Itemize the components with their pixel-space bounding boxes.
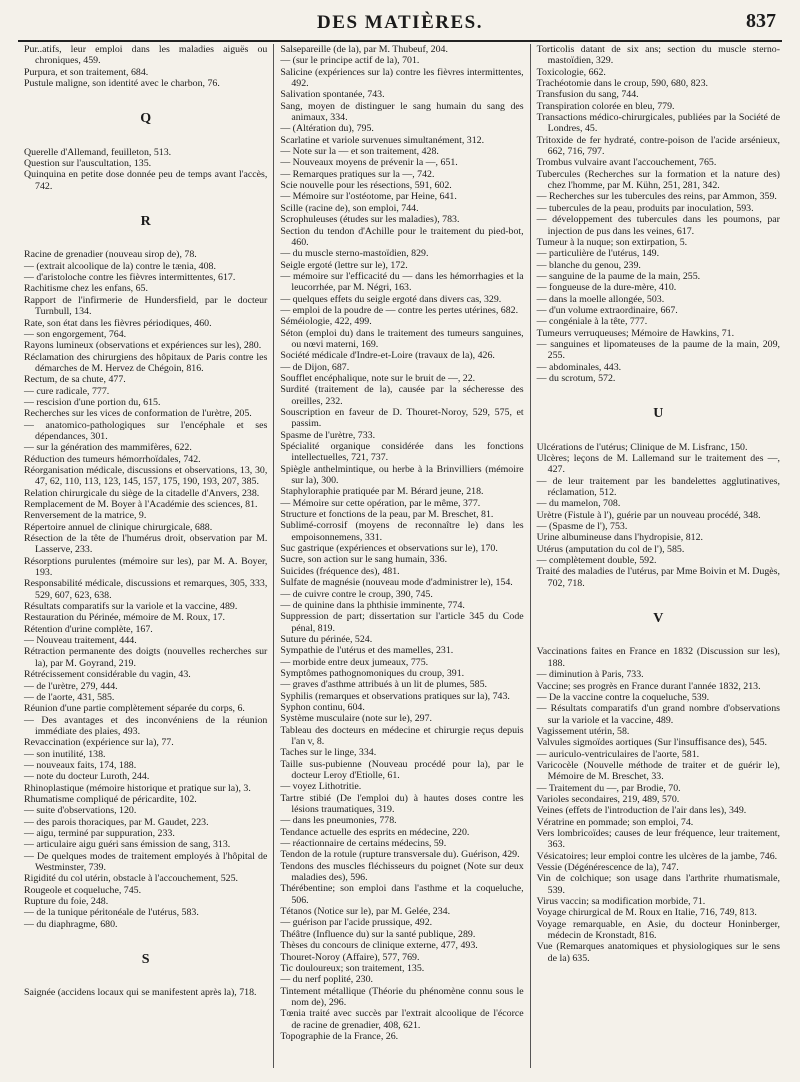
index-entry: — suite d'observations, 120. xyxy=(24,805,137,817)
index-entry: Résultats comparatifs sur la variole et la vaccine, 489. xyxy=(24,601,238,613)
section-letter: V xyxy=(653,611,664,627)
index-entry: Vaccinations faites en France en 1832 (Discussion sur les), 188. xyxy=(536,646,780,669)
index-entry: Trombus vulvaire avant l'accouchement, 765. xyxy=(536,157,717,169)
index-entry: — fongueuse de la dure-mère, 410. xyxy=(536,282,677,294)
index-entry: Thérébentine; son emploi dans l'asthme et la coqueluche, 506. xyxy=(280,883,524,906)
index-entry: Tendon de la rotule (rupture transversale du). Guérison, 429. xyxy=(280,849,520,861)
index-entry: Tumeur à la nuque; son extirpation, 5. xyxy=(536,236,688,248)
index-entry: Urètre (Fistule à l'), guérie par un nouveau procédé, 348. xyxy=(536,509,761,521)
index-entry: — Traitement du —, par Brodie, 70. xyxy=(536,782,681,794)
index-entry: Système musculaire (note sur le), 297. xyxy=(280,713,432,725)
index-entry: — blanche du genou, 239. xyxy=(536,259,641,271)
index-entry: — Mémoire sur cette opération, par le même, 377. xyxy=(280,497,481,509)
index-entry: Rectum, de sa chute, 477. xyxy=(24,374,126,386)
index-entry: Salsepareille (de la), par M. Thubeuf, 204. xyxy=(280,44,448,55)
index-entry: Rougeole et coqueluche, 745. xyxy=(24,884,142,896)
index-entry: Trachéotomie dans le croup, 590, 680, 823. xyxy=(536,78,708,90)
index-entry: — De la vaccine contre la coqueluche, 539. xyxy=(536,691,710,703)
index-entry: Taches sur le linge, 334. xyxy=(280,747,377,759)
index-entry: Revaccination (expérience sur la), 77. xyxy=(24,737,174,749)
index-entry: Tétanos (Notice sur le), par M. Gelée, 234. xyxy=(280,906,451,918)
index-entry: — (Spasme de l'), 753. xyxy=(536,521,628,533)
index-entry: Valvules sigmoïdes aortiques (Sur l'insuffisance des), 545. xyxy=(536,737,767,749)
index-entry: Seigle ergoté (lettre sur le), 172. xyxy=(280,259,408,271)
index-entry: Pur..atifs, leur emploi dans les maladies aiguës ou chroniques, 459. xyxy=(24,44,268,67)
index-entry: Voyage remarquable, en Asie, du docteur Honinberger, médecin de Kronstadt, 816. xyxy=(536,918,780,942)
index-entry: Virus vaccin; sa modification morbide, 71. xyxy=(536,896,706,908)
index-entry: — des parois thoraciques, par M. Gaudet, 223. xyxy=(24,816,209,828)
index-entry: Querelle d'Allemand, feuilleton, 513. xyxy=(24,146,172,158)
index-entry: — articulaire aigu guéri sans émission de sang, 313. xyxy=(24,839,231,851)
index-entry: Transactions médico-chirurgicales, publiées par la Société de Londres, 45. xyxy=(536,112,780,135)
index-entry: Réunion d'une partie complètement séparée du corps, 6. xyxy=(24,703,245,715)
index-entry: Société médicale d'Indre-et-Loire (travaux de la), 426. xyxy=(280,350,495,362)
index-entry: Quinquina en petite dose donnée peu de temps avant l'accès, 742. xyxy=(24,169,268,192)
index-entry: — diminution à Paris, 733. xyxy=(536,669,644,681)
section-letter: Q xyxy=(140,111,152,127)
index-entry: Rigidité du col utérin, obstacle à l'accouchement, 525. xyxy=(24,873,239,885)
index-entry: Urine albumineuse dans l'hydropisie, 812. xyxy=(536,532,703,544)
index-entry: — guérison par l'acide prussique, 492. xyxy=(280,917,433,929)
index-entry: Tintement métallique (Théorie du phénomène connu sous le nom de), 296. xyxy=(280,985,524,1008)
index-entry: — réactionnaire de certains médecins, 59. xyxy=(280,838,447,850)
index-entry: Torticolis datant de six ans; section du muscle sterno-mastoïdien, 329. xyxy=(536,44,780,67)
index-entry: Sang, moyen de distinguer le sang humain du sang des animaux, 334. xyxy=(280,100,524,124)
index-entry: — aigu, terminé par suppuration, 233. xyxy=(24,827,175,839)
index-entry: Section du tendon d'Achille pour le traitement du pied-bot, 460. xyxy=(280,225,524,248)
index-entry: — anatomico-pathologiques sur l'encéphale et ses dépendances, 301. xyxy=(24,419,268,442)
index-entry: Tumeurs verruqueuses; Mémoire de Hawkins, 71. xyxy=(536,327,735,339)
index-entry: — De quelques modes de traitement employés à l'hôpital de Westminster, 739. xyxy=(24,850,268,873)
index-entry: Remplacement de M. Boyer à l'Académie des sciences, 81. xyxy=(24,499,258,510)
index-entry: Scille (racine de), son emploi, 744. xyxy=(280,202,419,214)
index-entry: — sanguines et lipomateuses de la paume de la main, 209, 255. xyxy=(536,338,780,362)
index-entry: — son engorgement, 764. xyxy=(24,328,127,340)
index-entry: Salicine (expériences sur la) contre les fièvres intermittentes, 492. xyxy=(280,66,524,90)
index-entry: Recherches sur les vices de conformation de l'urètre, 205. xyxy=(24,408,252,420)
index-entry: Vessie (Dégénérescence de la), 747. xyxy=(536,862,679,873)
index-entry: — morbide entre deux jumeaux, 775. xyxy=(280,656,429,668)
index-entry: Tubercules (Recherches sur la formation et la nature des) chez l'homme, par M. Kühn, 251, 281, 342. xyxy=(536,168,780,192)
index-entry: — auriculo-ventriculaires de l'aorte, 581. xyxy=(536,748,700,760)
index-entry: Topographie de la France, 26. xyxy=(280,1030,399,1042)
index-entry: Sympathie de l'utérus et des mamelles, 231. xyxy=(280,645,454,657)
index-entry: — Note sur la — et son traitement, 428. xyxy=(280,146,439,158)
index-entry: Scrophuleuses (études sur les maladies), 783. xyxy=(280,214,460,226)
index-entry: Rhumatisme compliqué de péricardite, 102. xyxy=(24,793,197,805)
index-entry: Ulcères; leçons de M. Lallemand sur le traitement des —, 427. xyxy=(536,453,780,476)
index-entry: Surdité (traitement de la), causée par la sécheresse des oreilles, 232. xyxy=(280,384,524,407)
index-entry: Tritoxide de fer hydraté, contre-poison de l'acide arsénieux, 662, 716, 797. xyxy=(536,134,780,158)
index-entry: Rayons lumineux (observations et expériences sur les), 280. xyxy=(24,340,262,352)
index-entry: — du diaphragme, 680. xyxy=(24,918,118,930)
index-entry: Rétention d'urine complète, 167. xyxy=(24,623,153,635)
index-entry: — quelques effets du seigle ergoté dans divers cas, 329. xyxy=(280,293,502,305)
index-entry: — Remarques pratiques sur la —, 742. xyxy=(280,168,435,180)
index-entry: Toxicologie, 662. xyxy=(536,66,606,78)
page-number: 837 xyxy=(746,10,776,32)
index-entry: Utérus (amputation du col de l'), 585. xyxy=(536,543,685,555)
index-entry: — développement des tubercules dans les poumons, par injection de pus dans les veines, 617. xyxy=(536,214,780,237)
index-entry: Théâtre (Influence du) sur la santé publique, 289. xyxy=(280,928,476,940)
index-entry: Tartre stibié (De l'emploi du) à hautes doses contre les lésions traumatiques, 319. xyxy=(280,792,524,816)
index-entry: Varioles secondaires, 219, 489, 570. xyxy=(536,793,680,805)
index-entry: Staphyloraphie pratiquée par M. Bérard jeune, 218. xyxy=(280,486,484,498)
index-column-1 xyxy=(18,44,273,1068)
index-entry: Taille sus-pubienne (Nouveau procédé pour la), par le docteur Leroy d'Etiolle, 61. xyxy=(280,758,524,781)
index-entry: Traité des maladies de l'utérus, par Mme Boivin et M. Dugès, 702, 718. xyxy=(536,566,780,589)
index-entry: Vin de colchique; son usage dans l'arthrite rhumatismale, 539. xyxy=(536,873,780,896)
index-entry: Thouret-Noroy (Affaire), 577, 769. xyxy=(280,951,420,963)
index-entry: Rachitisme chez les enfans, 65. xyxy=(24,283,148,295)
index-entry: Spécialité organique considérée dans les fonctions intellectuelles, 721, 737. xyxy=(280,441,524,464)
index-entry: Vératrine en pommade; son emploi, 74. xyxy=(536,816,694,828)
index-entry: — sanguine de la paume de la main, 255. xyxy=(536,270,701,282)
index-entry: Tic douloureux; son traitement, 135. xyxy=(280,962,425,974)
index-entry: — emploi de la poudre de — contre les pertes utérines, 682. xyxy=(280,304,519,316)
index-entry: Spiègle anthelmintique, ou herbe à la Brinvilliers (mémoire sur la), 300. xyxy=(280,463,524,487)
index-entry: Sucre, son action sur le sang humain, 336. xyxy=(280,554,448,566)
section-letter: R xyxy=(140,214,151,230)
index-entry: Vaccine; ses progrès en France durant l'année 1832, 213. xyxy=(536,680,761,692)
index-entry: Souscription en faveur de D. Thouret-Noroy, 529, 575, et passim. xyxy=(280,407,524,430)
index-entry: Saignée (accidens locaux qui se manifestent après la), 718. xyxy=(24,987,257,999)
index-entry: Rupture du foie, 248. xyxy=(24,896,109,908)
index-entry: — du scrotum, 572. xyxy=(536,372,616,384)
index-entry: Salivation spontanée, 743. xyxy=(280,89,385,101)
index-entry: Rétraction permanente des doigts (nouvelles recherches sur la), par M. Goyrand, 219. xyxy=(24,646,268,669)
index-entry: Résorptions purulentes (mémoire sur les), par M. A. Boyer, 193. xyxy=(24,555,268,579)
index-column-2 xyxy=(273,44,529,1068)
index-entry: Rhinoplastique (mémoire historique et pratique sur la), 3. xyxy=(24,782,251,794)
index-entry: Transpiration colorée en bleu, 779. xyxy=(536,100,675,112)
index-entry: — note du docteur Luroth, 244. xyxy=(24,771,150,783)
index-entry: — (extrait alcoolique de la) contre le tænia, 408. xyxy=(24,260,216,272)
index-entry: Ulcérations de l'utérus; Clinique de M. Lisfranc, 150. xyxy=(536,441,748,453)
index-entry: Syphilis (remarques et observations pratiques sur la), 743. xyxy=(280,690,510,702)
index-entry: — du muscle sterno-mastoïdien, 829. xyxy=(280,248,429,260)
index-entry: Racine de grenadier (nouveau sirop de), 78. xyxy=(24,249,197,261)
index-entry: — son inutilité, 138. xyxy=(24,748,106,760)
index-entry: Syphon continu, 604. xyxy=(280,701,365,713)
index-entry: Purpura, et son traitement, 684. xyxy=(24,66,149,78)
index-entry: — graves d'asthme attribués à un lit de plumes, 585. xyxy=(280,679,487,691)
index-entry: — de leur traitement par les bandelettes agglutinatives, réclamation, 512. xyxy=(536,475,780,499)
index-entry: — d'un volume extraordinaire, 667. xyxy=(536,304,678,316)
index-entry: — Des avantages et des inconvéniens de la réunion immédiate des plaies, 493. xyxy=(24,714,268,737)
section-letter: U xyxy=(653,406,664,422)
index-entry: Séméiologie, 422, 499. xyxy=(280,316,372,328)
index-entry: — de cuivre contre le croup, 390, 745. xyxy=(280,588,433,600)
index-entry: — tubercules de la peau, produits par inoculation, 593. xyxy=(536,202,754,214)
index-entry: Responsabilité médicale, discussions et remarques, 305, 333, 529, 607, 623, 638. xyxy=(24,578,268,601)
index-entry: Veines (effets de l'introduction de l'air dans les), 349. xyxy=(536,805,747,817)
index-entry: Scarlatine et variole survenues simultanément, 312. xyxy=(280,134,485,146)
index-entry: Spasme de l'urètre, 733. xyxy=(280,429,376,441)
index-entry: — de l'aorte, 431, 585. xyxy=(24,691,115,703)
index-entry: Résection de la tête de l'humérus droit, observation par M. Lasserve, 233. xyxy=(24,533,268,556)
index-entry: — Résultats comparatifs d'un grand nombre d'observations sur la variole et la vaccine, 489. xyxy=(536,703,780,726)
index-entry: Tendance actuelle des esprits en médecine, 220. xyxy=(280,826,470,838)
index-entry: — Recherches sur les tubercules des reins, par Ammon, 359. xyxy=(536,191,777,203)
index-entry: — de l'urètre, 279, 444. xyxy=(24,680,118,692)
index-entry: Suppression de part; dissertation sur l'article 345 du Code pénal, 819. xyxy=(280,611,524,634)
index-entry: Suc gastrique (expériences et observations sur le), 170. xyxy=(280,543,498,555)
page-header xyxy=(18,8,782,42)
index-entry: Rate, son état dans les fièvres périodiques, 460. xyxy=(24,317,212,329)
index-entry: — de quinine dans la phthisie imminente, 774. xyxy=(280,599,465,611)
index-entry: Répertoire annuel de clinique chirurgicale, 688. xyxy=(24,521,213,533)
index-entry: Séton (emploi du) dans le traitement des tumeurs sanguines, ou nœvi materni, 169. xyxy=(280,327,524,350)
index-column-3 xyxy=(530,44,786,1068)
index-entry: Vers lombricoïdes; causes de leur fréquence, leur traitement, 363. xyxy=(536,827,780,851)
index-columns xyxy=(18,44,786,1068)
index-entry: Varicocèle (Nouvelle méthode de traiter et de guérir le), Mémoire de M. Breschet, 33. xyxy=(536,759,780,783)
index-entry: — voyez Lithotritie. xyxy=(280,781,362,793)
index-entry: — congéniale à la tête, 777. xyxy=(536,316,648,328)
index-entry: Réclamation des chirurgiens des hôpitaux de Paris contre les démarches de M. Hervez de Chégoin, 816. xyxy=(24,351,268,374)
index-entry: — sur la génération des mammifères, 622. xyxy=(24,442,192,454)
index-entry: — de Dijon, 687. xyxy=(280,361,350,373)
header-rule xyxy=(18,40,782,42)
index-entry: Symptômes pathognomoniques du croup, 391. xyxy=(280,667,465,679)
index-entry: Réduction des tumeurs hémorrhoïdales, 742. xyxy=(24,453,201,465)
index-entry: Sulfate de magnésie (nouveau mode d'administrer le), 154. xyxy=(280,577,513,589)
index-entry: — d'aristoloche contre les fièvres intermittentes, 617. xyxy=(24,272,236,284)
index-entry: — de la tunique péritonéale de l'utérus, 583. xyxy=(24,907,199,919)
index-entry: Vagissement utérin, 58. xyxy=(536,725,630,737)
index-entry: Réorganisation médicale, discussions et observations, 13, 30, 47, 62, 110, 113, 123, 145, 157, 175, 190, 193, 207, 385. xyxy=(24,464,268,488)
index-entry: — mémoire sur l'efficacité du — dans les hémorrhagies et la leucorrhée, par M. Négri, 163. xyxy=(280,270,524,294)
index-entry: Question sur l'auscultation, 135. xyxy=(24,158,152,170)
index-entry: — Nouveau traitement, 444. xyxy=(24,635,137,647)
index-entry: — dans la moelle allongée, 503. xyxy=(536,293,665,305)
index-entry: Renversement de la matrice, 9. xyxy=(24,510,147,522)
index-entry: Suicides (fréquence des), 481. xyxy=(280,565,400,577)
index-entry: Vue (Remarques anatomiques et physiologiques sur le sens de la) 635. xyxy=(536,941,780,964)
index-entry: — du mamelon, 708. xyxy=(536,498,621,510)
index-entry: — nouveaux faits, 174, 188. xyxy=(24,759,137,771)
index-entry: Restauration du Périnée, mémoire de M. Roux, 17. xyxy=(24,612,226,624)
index-entry: — (sur le principe actif de la), 701. xyxy=(280,55,420,67)
index-entry: Suture du périnée, 524. xyxy=(280,633,373,645)
index-entry: — Mémoire sur l'ostéotome, par Heine, 641. xyxy=(280,191,457,203)
index-entry: Relation chirurgicale du siège de la citadelle d'Anvers, 238. xyxy=(24,487,260,499)
section-letter: S xyxy=(141,952,150,968)
index-entry: Rétrécissement considérable du vagin, 43. xyxy=(24,669,191,681)
index-entry: Transfusion du sang, 744. xyxy=(536,89,639,101)
index-entry: Pustule maligne, son identité avec le charbon, 76. xyxy=(24,78,220,90)
index-entry: Vésicatoires; leur emploi contre les ulcères de la jambe, 746. xyxy=(536,850,778,862)
index-entry: Rapport de l'infirmerie de Hundersfield, par le docteur Turnbull, 134. xyxy=(24,294,268,318)
index-entry: — (Altération du), 795. xyxy=(280,123,374,135)
index-entry: Soufflet encéphalique, note sur le bruit de —, 22. xyxy=(280,372,476,384)
index-entry: Thèses du concours de clinique externe, 477, 493. xyxy=(280,940,478,952)
index-entry: — abdominales, 443. xyxy=(536,361,622,373)
index-entry: — Nouveaux moyens de prévenir la —, 651. xyxy=(280,157,458,169)
index-entry: Tableau des docteurs en médecine et chirurgie reçus depuis l'an v, 8. xyxy=(280,724,524,747)
index-entry: — cure radicale, 777. xyxy=(24,385,110,397)
index-entry: — complètement double, 592. xyxy=(536,555,657,567)
index-entry: Scie nouvelle pour les résections, 591, 602. xyxy=(280,180,452,192)
index-entry: Structure et fonctions de la peau, par M. Breschet, 81. xyxy=(280,509,494,521)
index-entry: Voyage chirurgical de M. Roux en Italie, 716, 749, 813. xyxy=(536,907,757,919)
index-entry: — du nerf poplité, 230. xyxy=(280,974,374,986)
page-title: DES MATIÈRES. xyxy=(317,12,483,33)
index-entry: — particulière de l'utérus, 149. xyxy=(536,248,660,260)
index-entry: Tendons des muscles fléchisseurs du poignet (Note sur deux maladies des), 596. xyxy=(280,860,524,884)
index-entry: Tœnia traité avec succès par l'extrait alcoolique de l'écorce de racine de grenadier, 408, 621. xyxy=(280,1008,524,1031)
index-entry: — dans les pneumonies, 778. xyxy=(280,815,397,827)
index-entry: — rescision d'une portion du, 615. xyxy=(24,396,161,408)
index-entry: Sublimé-corrosif (moyens de reconnaître le) dans les empoisonnemens, 331. xyxy=(280,520,524,543)
